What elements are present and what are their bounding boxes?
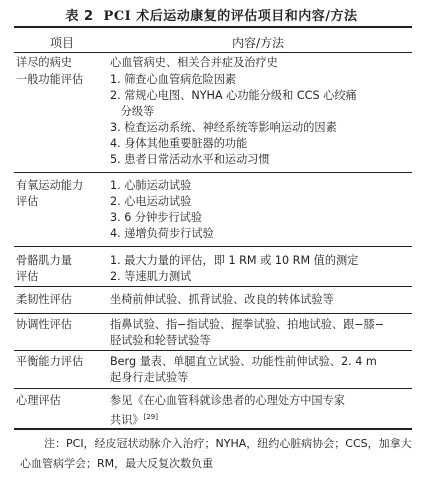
item-line: 骨骼肌力量 [16, 254, 72, 267]
item-line: 一般功能评估 [16, 73, 84, 86]
row-item [16, 72, 106, 88]
row-item [16, 178, 106, 210]
content-line: 起身行走试验等 [110, 371, 189, 384]
item-line: 协调性评估 [16, 318, 72, 331]
content-line [110, 409, 410, 429]
row-content [110, 393, 410, 429]
bottom-rule [14, 428, 412, 430]
content-line: 心血管病史、相关合并症及治疗史 [110, 56, 278, 69]
content-line: 胫试验和轮替试验等 [110, 334, 211, 347]
row-item [16, 292, 106, 308]
row-content [110, 292, 410, 308]
content-line: 4. 递增负荷步行试验 [110, 227, 214, 240]
item-line: 有氧运动能力 [16, 179, 84, 192]
item-line: 平衡能力评估 [16, 355, 84, 368]
content-line: 1. 最大力量的评估，即 1 RM 或 10 RM 值的测定 [110, 254, 359, 267]
row-item [16, 55, 106, 71]
content-line: 2. 常规心电图、NYHA 心功能分级和 CCS 心绞痛 [110, 89, 357, 102]
table-caption [0, 5, 423, 24]
caption-title: PCI 术后运动康复的评估项目和内容/方法 [103, 9, 358, 24]
row-content [110, 55, 410, 71]
content-line: 1. 心肺运动试验 [110, 179, 192, 192]
content-line: 参见《在心血管科就诊患者的心理处方中国专家 [110, 394, 345, 407]
content-line: Berg 量表、单腿直立试验、功能性前伸试验、2. 4 m [110, 355, 377, 368]
content-text: 共识》 [110, 413, 144, 427]
item-line: 柔韧性评估 [16, 293, 72, 306]
header-item: 项目 [50, 36, 75, 50]
item-line: 评估 [16, 270, 39, 283]
table-footnote: 注：PCI，经皮冠状动脉介入治疗；NYHA，纽约心脏病协会；CCS，加拿大心血管病学会；RM，最大反复次数负重 [20, 437, 412, 470]
item-line: 详尽的病史 [16, 56, 72, 69]
content-line: 2. 心电运动试验 [110, 195, 192, 208]
row-content [110, 354, 410, 386]
row-divider [14, 350, 412, 351]
content-line: 坐椅前伸试验、抓背试验、改良的转体试验等 [110, 293, 334, 306]
row-content [110, 253, 410, 285]
row-item [16, 253, 106, 285]
row-divider [14, 172, 412, 173]
row-content [110, 72, 410, 168]
row-item [16, 354, 106, 370]
top-rule [14, 26, 412, 28]
row-item [16, 317, 106, 333]
row-content [110, 178, 410, 242]
caption-number: 表 2 [65, 9, 94, 24]
content-line: 4. 身体其他重要脏器的功能 [110, 137, 248, 150]
row-divider [14, 313, 412, 314]
row-item [16, 393, 106, 409]
row-divider [14, 246, 412, 247]
row-divider [14, 286, 412, 287]
header-content: 内容/方法 [232, 36, 285, 50]
content-line: 3. 检查运动系统、神经系统等影响运动的因素 [110, 121, 337, 134]
content-line: 5. 患者日常活动水平和运动习惯 [110, 153, 270, 166]
row-content [110, 317, 410, 349]
item-line: 心理评估 [16, 394, 61, 407]
content-line: 2. 等速肌力测试 [110, 270, 192, 283]
content-line: 分级等 [110, 105, 155, 118]
header-rule [14, 52, 412, 53]
item-line: 评估 [16, 195, 39, 208]
content-line: 1. 筛查心血管病危险因素 [110, 73, 237, 86]
content-line: 3. 6 分钟步行试验 [110, 211, 203, 224]
content-line: 指鼻试验、指−指试验、握拳试验、拍地试验、跟−膝− [110, 318, 385, 331]
reference-mark: [29] [143, 413, 158, 421]
row-divider [14, 388, 412, 389]
